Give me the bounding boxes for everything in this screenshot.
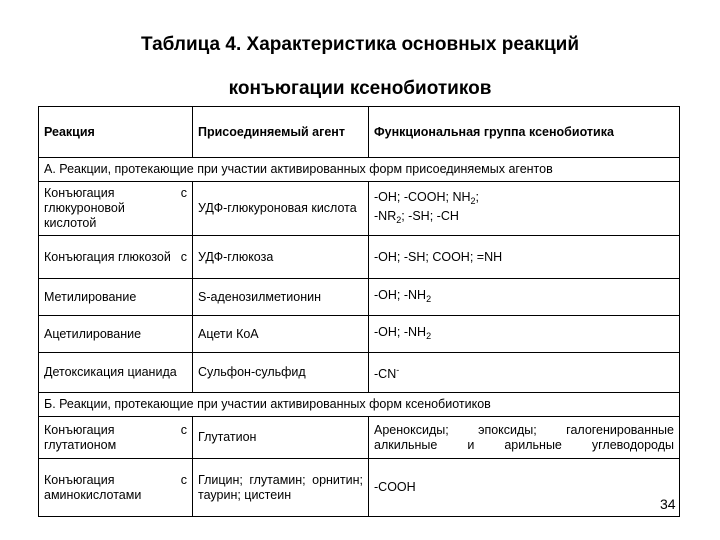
group-cell: -OH; $-NH_2$ [369, 279, 680, 316]
reaction-cell: Конъюгация глюкуроновой кислотой [44, 186, 125, 230]
group-cell: -OH; $-NH_2$ [369, 316, 680, 353]
section-b-label: Б. Реакции, протекающие при участии активированных форм ксенобиотиков [39, 393, 680, 417]
title-line-1: Таблица 4. Характеристика основных реакций [140, 34, 580, 55]
reaction-with: с [180, 249, 187, 264]
table-row [39, 417, 680, 459]
reaction-with: с [180, 186, 187, 200]
agent-cell: Ацети КоА [193, 316, 369, 353]
group-cell: Ареноксиды; эпоксиды; галогенированные алкильные и арильные углеводороды [369, 417, 680, 459]
reaction-cell: Конъюгация глутатионом [44, 422, 117, 452]
agent-cell: S-аденозилметионин [193, 279, 369, 316]
reaction-with: с [180, 472, 187, 487]
section-a-row [39, 158, 680, 182]
header-reaction: Реакция [39, 107, 193, 158]
agent-cell: УДФ-глюкоза [193, 236, 369, 279]
section-b-row [39, 393, 680, 417]
header-group: Функциональная группа ксенобиотика [369, 107, 680, 158]
reaction-cell: Конъюгация аминокислотами [44, 472, 142, 502]
reaction-cell: Конъюгация глюкозой [44, 249, 171, 264]
header-agent: Присоединяемый агент [193, 107, 369, 158]
reaction-cell: Детоксикация цианида [39, 353, 193, 393]
agent-cell: Сульфон-сульфид [193, 353, 369, 393]
agent-cell: Глутатион [193, 417, 369, 459]
conjugation-table [38, 106, 680, 517]
group-cell: -CN- [369, 353, 680, 393]
section-a-label: А. Реакции, протекающие при участии активированных форм присоединяемых агентов [39, 158, 680, 182]
title-line-2: конъюгации ксенобиотиков [228, 78, 492, 99]
page-number: 34 [660, 496, 676, 512]
group-cell: -OH; -COOH; $NH_2$; $-NR_2$; -SH; -CH [369, 182, 680, 236]
table-row [39, 459, 680, 517]
group-cell: -COOH [369, 459, 680, 517]
table-row [39, 279, 680, 316]
table-row [39, 316, 680, 353]
table-row [39, 236, 680, 279]
reaction-cell: Ацетилирование [39, 316, 193, 353]
group-cell: -OH; -SH; COOH; =NH [369, 236, 680, 279]
table-row [39, 182, 680, 236]
table-row [39, 353, 680, 393]
table-header-row [39, 107, 680, 158]
reaction-with: с [180, 422, 187, 437]
agent-cell: Глицин; глутамин; орнитин; таурин; цистеин [193, 459, 369, 517]
agent-cell: УДФ-глюкуроновая кислота [193, 182, 369, 236]
reaction-cell: Метилирование [39, 279, 193, 316]
